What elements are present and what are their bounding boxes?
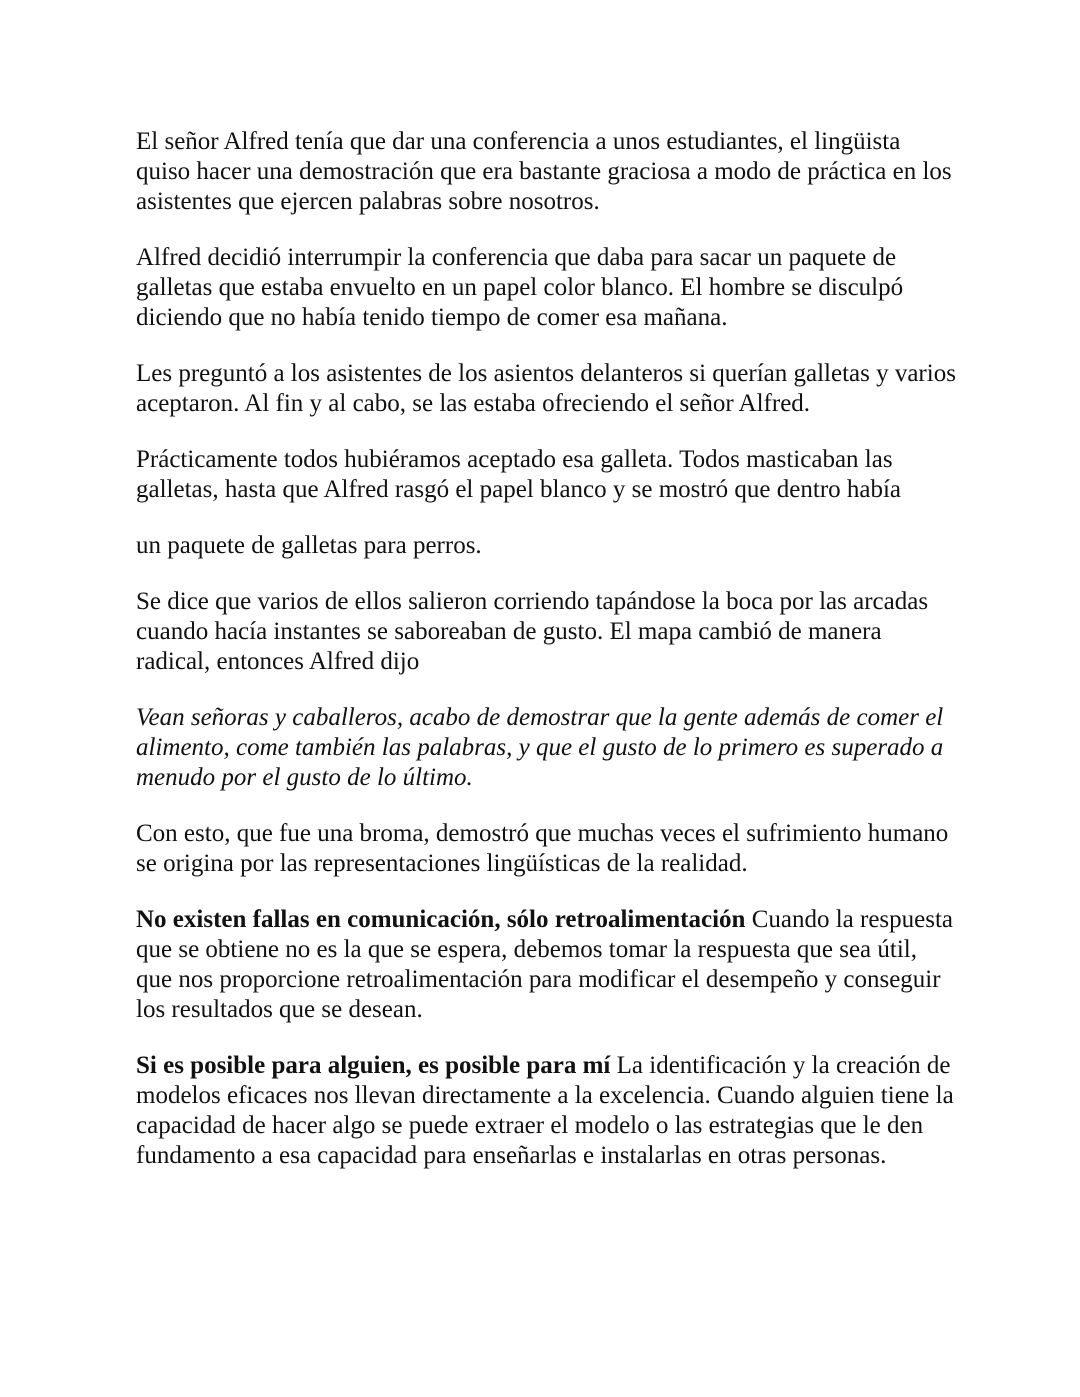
- paragraph-dog-cookies: un paquete de galletas para perros.: [136, 532, 482, 559]
- paragraph-students-reaction: Se dice que varios de ellos salieron corriendo tapándose la boca por las arcadas cuando hacía instantes se saboreaban de gusto. El mapa cambió de manera radical, entonces Alfred dijo: [136, 588, 929, 675]
- paragraph-alfred-quote: Vean señoras y caballeros, acabo de demostrar que la gente además de comer el alimento, come también las palabras, y que el gusto de lo primero es superado a menudo por el gusto de lo último.: [136, 704, 944, 791]
- principle-body-modeling: La identificación y la creación de modelos eficaces nos llevan directamente a la excelencia. Cuando alguien tiene la capacidad de hacer algo se puede extraer el modelo o las estrategias que le den fundamento a esa capacidad para enseñarlas e instalarlas en otras personas.: [136, 1052, 954, 1169]
- paragraph-conclusion: Con esto, que fue una broma, demostró que muchas veces el sufrimiento humano se origina por las representaciones lingüísticas de la realidad.: [136, 820, 949, 877]
- paragraph-conference-intro: El señor Alfred tenía que dar una conferencia a unos estudiantes, el lingüista quiso hacer una demostración que era bastante graciosa a modo de práctica en los asistentes que ejercen palabras sobre nosotros.: [136, 128, 952, 215]
- paragraph-cookie-package: Alfred decidió interrumpir la conferencia que daba para sacar un paquete de galletas que estaba envuelto en un papel color blanco. El hombre se disculpó diciendo que no había tenido tiempo de comer esa mañana.: [136, 244, 904, 331]
- principle-body-feedback: Cuando la respuesta que se obtiene no es la que se espera, debemos tomar la respuesta que sea útil, que nos proporcione retroalimentación para modificar el desempeño y conseguir los resultados que se desean.: [136, 906, 954, 1023]
- paragraph-feedback-principle: [136, 905, 956, 1025]
- document-page: [136, 127, 956, 1197]
- principle-heading-modeling: Si es posible para alguien, es posible para mí: [136, 1052, 611, 1079]
- paragraph-modeling-principle: [136, 1051, 956, 1171]
- principle-heading-feedback: No existen fallas en comunicación, sólo retroalimentación: [136, 906, 746, 933]
- paragraph-everyone-accepted: Prácticamente todos hubiéramos aceptado esa galleta. Todos masticaban las galletas, hasta que Alfred rasgó el papel blanco y se mostró que dentro había: [136, 446, 902, 503]
- paragraph-offered-cookies: Les preguntó a los asistentes de los asientos delanteros si querían galletas y varios aceptaron. Al fin y al cabo, se las estaba ofreciendo el señor Alfred.: [136, 360, 956, 417]
